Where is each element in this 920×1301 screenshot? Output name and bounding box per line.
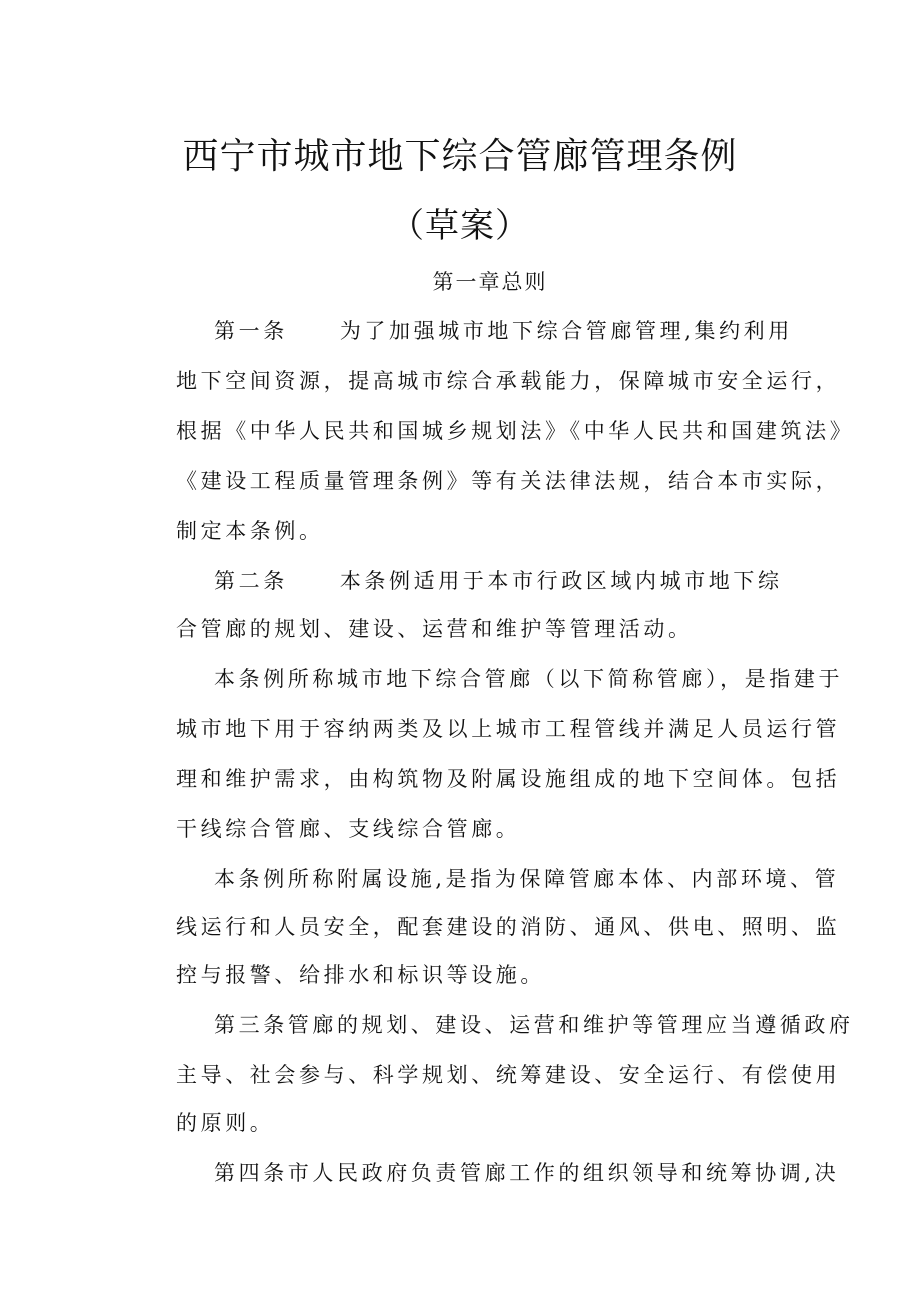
article-1-first-line <box>214 316 793 346</box>
definition-line-3: 理和维护需求，由构筑物及附属设施组成的地下空间体。包括 <box>176 767 841 791</box>
article-3-line-3: 的原则。 <box>176 1111 275 1135</box>
article-2-text: 本条例适用于本市行政区域内城市地下综 <box>339 569 783 593</box>
definition-line-4: 干线综合管廊、支线综合管廊。 <box>176 817 521 841</box>
article-2-first-line <box>214 566 783 596</box>
facilities-line-1: 本条例所称附属设施,是指为保障管廊本体、内部环境、管 <box>214 867 840 891</box>
facilities-line-2: 线运行和人员安全，配套建设的消防、通风、供电、照明、监 <box>176 915 841 939</box>
article-1-line-5: 制定本条例。 <box>176 519 324 543</box>
article-1-label: 第一条 <box>214 319 288 343</box>
document-title: 西宁市城市地下综合管廊管理条例 <box>182 136 738 177</box>
article-1-line-2: 地下空间资源，提高城市综合承载能力，保障城市安全运行， <box>176 369 841 393</box>
article-3-line-1: 第三条管廊的规划、建设、运营和维护等管理应当遵循政府 <box>214 1013 854 1037</box>
article-1-line-3: 根据《中华人民共和国城乡规划法》《中华人民共和国建筑法》 <box>176 419 855 443</box>
article-3-line-2: 主导、社会参与、科学规划、统筹建设、安全运行、有偿使用 <box>176 1063 841 1087</box>
chapter-heading: 第一章总则 <box>432 270 548 294</box>
article-2-label: 第二条 <box>214 569 288 593</box>
article-2-line-2: 合管廊的规划、建设、运营和维护等管理活动。 <box>176 617 693 641</box>
article-4-line-1: 第四条市人民政府负责管廊工作的组织领导和统筹协调,决 <box>214 1161 840 1185</box>
facilities-line-3: 控与报警、给排水和标识等设施。 <box>176 963 545 987</box>
definition-line-1: 本条例所称城市地下综合管廊（以下简称管廊），是指建于 <box>214 667 844 691</box>
article-1-line-4: 《建设工程质量管理条例》等有关法律法规，结合本市实际， <box>176 469 841 493</box>
definition-line-2: 城市地下用于容纳两类及以上城市工程管线并满足人员运行管 <box>176 717 841 741</box>
document-subtitle: （草案） <box>390 206 530 246</box>
article-1-text: 为了加强城市地下综合管廊管理,集约利用 <box>339 319 793 343</box>
